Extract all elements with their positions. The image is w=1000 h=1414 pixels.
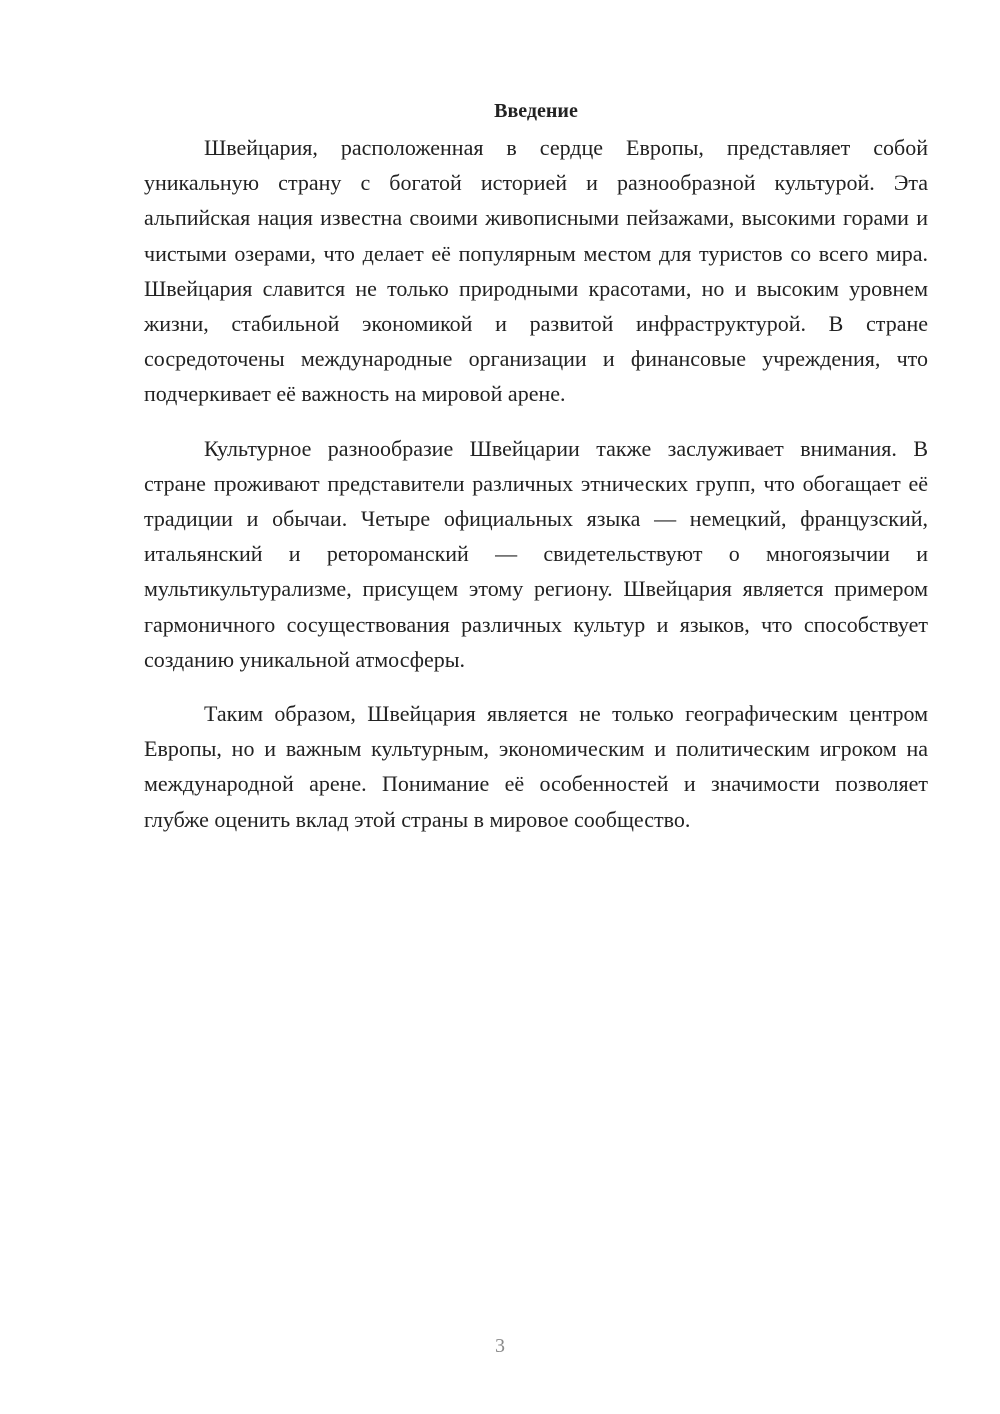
paragraph-conclusion: Таким образом, Швейцария является не только географическим центром Европы, но и важным культурным, экономическим и политическим игроком на международной арене. Понимание её особенностей и значимости позволяет глубже оценить вклад этой страны в мировое сообщество. [144,701,928,832]
page-number: 3 [495,1335,505,1357]
page-content [144,96,928,856]
section-heading: Введение [494,100,578,122]
paragraph-culture: Культурное разнообразие Швейцарии также заслуживает внимания. В стране проживают представители различных этнических групп, что обогащает её традиции и обычаи. Четыре официальных языка — немецкий, французский, итальянский и ретороманский — свидетельствуют о многоязычии и мультикультурализме, присущем этому региону. Швейцария является примером гармоничного сосуществования различных культур и языков, что способствует созданию уникальной атмосферы. [144,435,928,672]
paragraph-intro: Швейцария, расположенная в сердце Европы, представляет собой уникальную страну с богатой историей и разнообразной культурой. Эта альпийская нация известна своими живописными пейзажами, высокими горами и чистыми озерами, что делает её популярным местом для туристов со всего мира. Швейцария славится не только природными красотами, но и высоким уровнем жизни, стабильной экономикой и развитой инфраструктурой. В стране сосредоточены международные организации и финансовые учреждения, что подчеркивает её важность на мировой арене. [144,135,928,407]
